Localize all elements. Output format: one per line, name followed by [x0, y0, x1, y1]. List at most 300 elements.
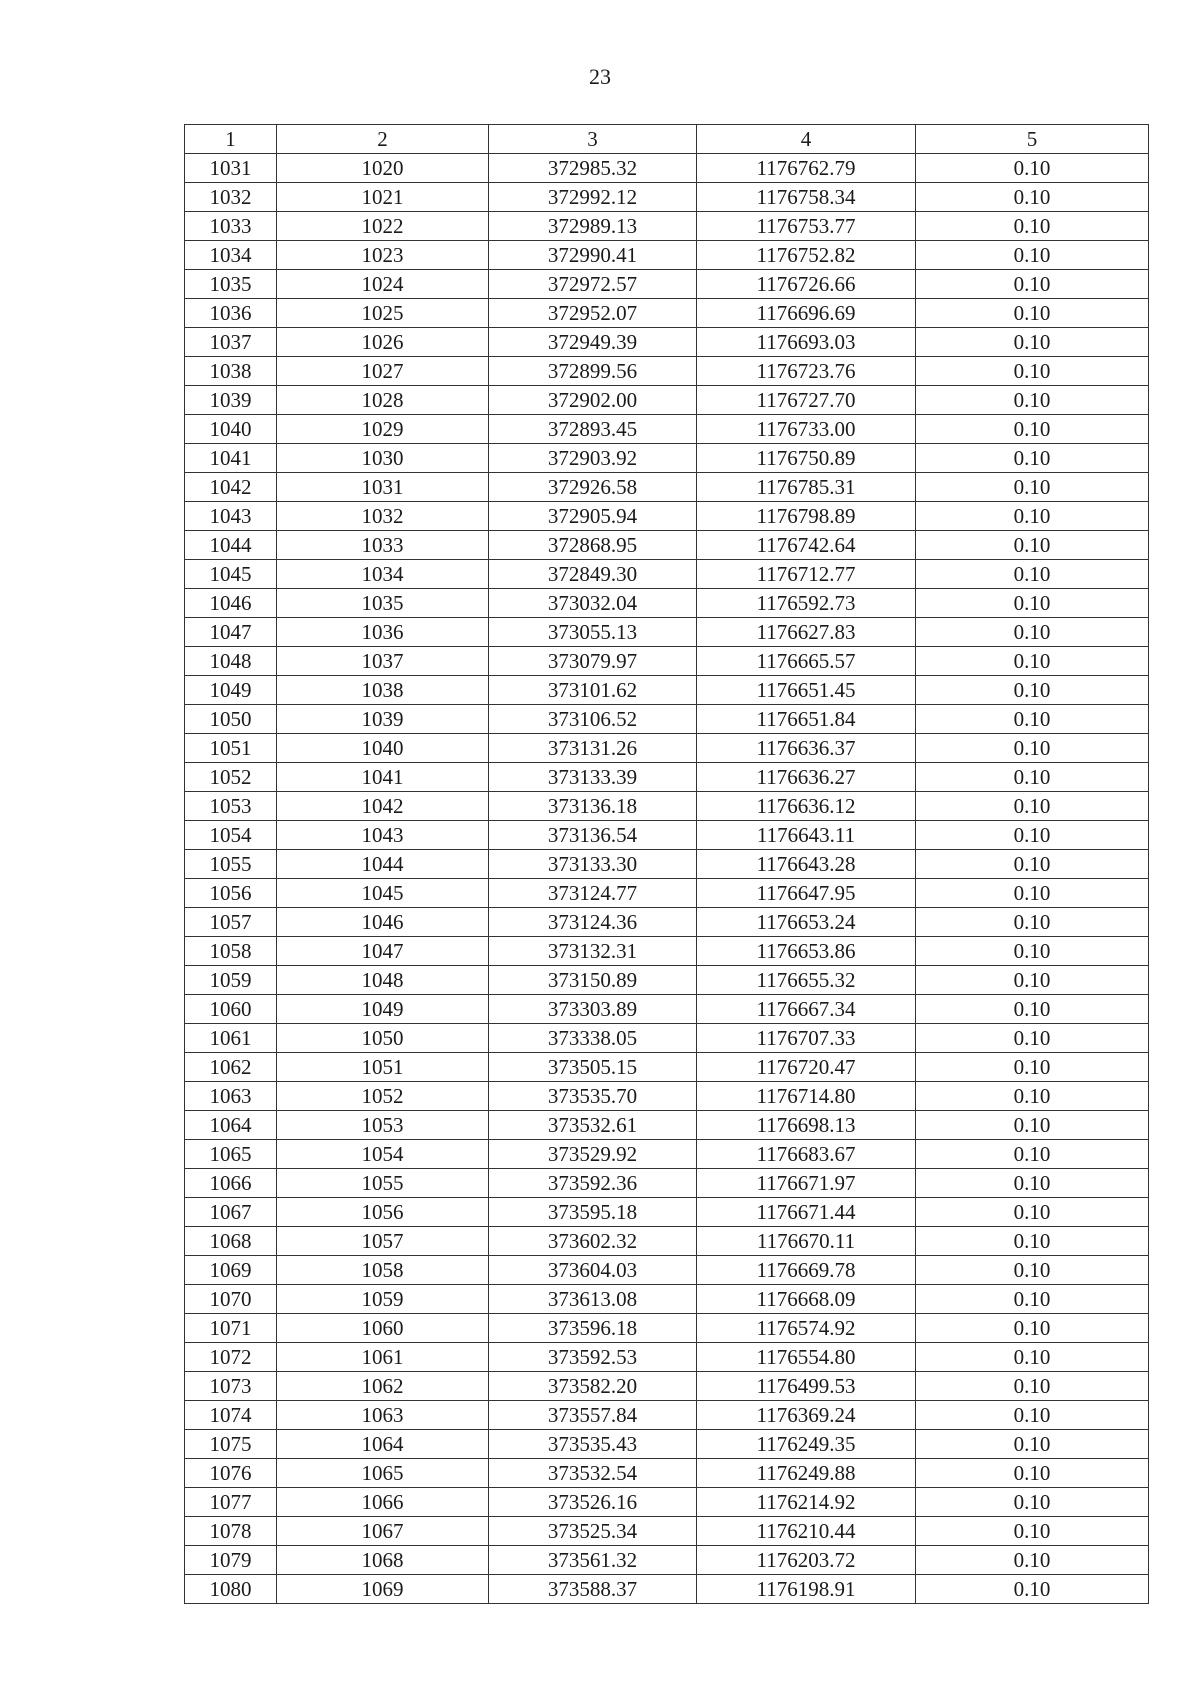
table-cell: 0.10 [916, 966, 1149, 995]
table-cell: 372849.30 [489, 560, 697, 589]
table-cell: 373133.30 [489, 850, 697, 879]
table-cell: 373595.18 [489, 1198, 697, 1227]
table-cell: 373592.36 [489, 1169, 697, 1198]
table-cell: 1176726.66 [697, 270, 916, 299]
table-row [185, 792, 1149, 821]
table-cell: 1176653.86 [697, 937, 916, 966]
table-cell: 1176574.92 [697, 1314, 916, 1343]
table-cell: 1176683.67 [697, 1140, 916, 1169]
table-cell: 1176668.09 [697, 1285, 916, 1314]
table-cell: 0.10 [916, 1024, 1149, 1053]
table-cell: 1033 [277, 531, 489, 560]
table-cell: 1027 [277, 357, 489, 386]
table-row [185, 560, 1149, 589]
table-cell: 373032.04 [489, 589, 697, 618]
table-cell: 1071 [185, 1314, 277, 1343]
table-cell: 1176203.72 [697, 1546, 916, 1575]
table-cell: 1056 [277, 1198, 489, 1227]
table-cell: 0.10 [916, 241, 1149, 270]
table-row [185, 763, 1149, 792]
table-cell: 1176653.24 [697, 908, 916, 937]
table-cell: 1176249.88 [697, 1459, 916, 1488]
table-cell: 1176762.79 [697, 154, 916, 183]
table-cell: 1176753.77 [697, 212, 916, 241]
table-cell: 0.10 [916, 1430, 1149, 1459]
table-cell: 0.10 [916, 154, 1149, 183]
table-row [185, 1314, 1149, 1343]
table-cell: 373136.18 [489, 792, 697, 821]
table-cell: 0.10 [916, 1140, 1149, 1169]
table-cell: 1067 [277, 1517, 489, 1546]
table-cell: 373604.03 [489, 1256, 697, 1285]
table-cell: 372905.94 [489, 502, 697, 531]
table-cell: 373101.62 [489, 676, 697, 705]
table-cell: 0.10 [916, 531, 1149, 560]
table-row [185, 850, 1149, 879]
table-cell: 0.10 [916, 937, 1149, 966]
table-row [185, 705, 1149, 734]
table-cell: 373613.08 [489, 1285, 697, 1314]
table-row [185, 1227, 1149, 1256]
table-cell: 373557.84 [489, 1401, 697, 1430]
table-cell: 373133.39 [489, 763, 697, 792]
table-row [185, 1401, 1149, 1430]
table-row [185, 821, 1149, 850]
table-row [185, 473, 1149, 502]
table-cell: 1059 [277, 1285, 489, 1314]
table-cell: 372899.56 [489, 357, 697, 386]
table-cell: 1040 [277, 734, 489, 763]
table-cell: 1176742.64 [697, 531, 916, 560]
table-cell: 372990.41 [489, 241, 697, 270]
table-cell: 1176727.70 [697, 386, 916, 415]
table-cell: 372893.45 [489, 415, 697, 444]
table-row [185, 937, 1149, 966]
table-row [185, 1546, 1149, 1575]
table-row [185, 879, 1149, 908]
table-cell: 1055 [277, 1169, 489, 1198]
table-cell: 1048 [185, 647, 277, 676]
table-row [185, 1343, 1149, 1372]
column-header-1: 1 [185, 125, 277, 154]
table-cell: 0.10 [916, 560, 1149, 589]
table-cell: 0.10 [916, 1053, 1149, 1082]
table-cell: 373535.70 [489, 1082, 697, 1111]
table-cell: 0.10 [916, 618, 1149, 647]
table-row [185, 357, 1149, 386]
table-cell: 373532.61 [489, 1111, 697, 1140]
table-cell: 1049 [185, 676, 277, 705]
table-cell: 0.10 [916, 705, 1149, 734]
table-cell: 1176647.95 [697, 879, 916, 908]
table-row [185, 1169, 1149, 1198]
table-cell: 1047 [277, 937, 489, 966]
table-cell: 1047 [185, 618, 277, 647]
table-row [185, 908, 1149, 937]
table-cell: 373529.92 [489, 1140, 697, 1169]
table-cell: 1176707.33 [697, 1024, 916, 1053]
table-cell: 1062 [277, 1372, 489, 1401]
column-header-4: 4 [697, 125, 916, 154]
table-cell: 1176214.92 [697, 1488, 916, 1517]
table-cell: 1176723.76 [697, 357, 916, 386]
table-cell: 0.10 [916, 1488, 1149, 1517]
table-cell: 1176643.11 [697, 821, 916, 850]
table-cell: 0.10 [916, 1401, 1149, 1430]
table-cell: 1041 [277, 763, 489, 792]
table-cell: 1068 [277, 1546, 489, 1575]
table-cell: 1020 [277, 154, 489, 183]
table-cell: 1060 [185, 995, 277, 1024]
table-cell: 1034 [277, 560, 489, 589]
table-cell: 1176752.82 [697, 241, 916, 270]
table-cell: 1077 [185, 1488, 277, 1517]
table-cell: 1176758.34 [697, 183, 916, 212]
table-cell: 1064 [185, 1111, 277, 1140]
table-cell: 1176651.84 [697, 705, 916, 734]
table-cell: 1176643.28 [697, 850, 916, 879]
table-row [185, 966, 1149, 995]
table-row [185, 1198, 1149, 1227]
table-cell: 0.10 [916, 995, 1149, 1024]
table-cell: 1176499.53 [697, 1372, 916, 1401]
table-cell: 373124.77 [489, 879, 697, 908]
table-cell: 372972.57 [489, 270, 697, 299]
table-cell: 1076 [185, 1459, 277, 1488]
table-cell: 0.10 [916, 386, 1149, 415]
table-row [185, 1140, 1149, 1169]
table-cell: 1176369.24 [697, 1401, 916, 1430]
page-number: 23 [589, 64, 611, 89]
table-cell: 1176669.78 [697, 1256, 916, 1285]
table-cell: 1073 [185, 1372, 277, 1401]
table-cell: 0.10 [916, 1314, 1149, 1343]
coordinates-table [184, 124, 1149, 1604]
table-cell: 372903.92 [489, 444, 697, 473]
table-cell: 1031 [185, 154, 277, 183]
table-cell: 0.10 [916, 1198, 1149, 1227]
table-row [185, 995, 1149, 1024]
table-row [185, 183, 1149, 212]
table-cell: 1057 [277, 1227, 489, 1256]
table-cell: 1176592.73 [697, 589, 916, 618]
table-cell: 0.10 [916, 357, 1149, 386]
table-row [185, 647, 1149, 676]
table-cell: 1072 [185, 1343, 277, 1372]
column-header-2: 2 [277, 125, 489, 154]
table-cell: 1063 [185, 1082, 277, 1111]
table-cell: 1176696.69 [697, 299, 916, 328]
table-row [185, 328, 1149, 357]
table-cell: 0.10 [916, 908, 1149, 937]
table-cell: 1061 [185, 1024, 277, 1053]
table-row [185, 1575, 1149, 1604]
table-cell: 1024 [277, 270, 489, 299]
table-cell: 1176714.80 [697, 1082, 916, 1111]
table-cell: 372926.58 [489, 473, 697, 502]
table-cell: 1066 [277, 1488, 489, 1517]
table-cell: 1070 [185, 1285, 277, 1314]
table-row [185, 734, 1149, 763]
table-cell: 372989.13 [489, 212, 697, 241]
table-cell: 1045 [185, 560, 277, 589]
table-cell: 1063 [277, 1401, 489, 1430]
table-cell: 0.10 [916, 1082, 1149, 1111]
table-row [185, 676, 1149, 705]
table-body [185, 154, 1149, 1604]
table-row [185, 212, 1149, 241]
table-cell: 1049 [277, 995, 489, 1024]
table-cell: 1022 [277, 212, 489, 241]
table-cell: 1067 [185, 1198, 277, 1227]
table-cell: 373505.15 [489, 1053, 697, 1082]
table-cell: 0.10 [916, 473, 1149, 502]
table-cell: 1058 [277, 1256, 489, 1285]
table-cell: 0.10 [916, 183, 1149, 212]
table-cell: 0.10 [916, 821, 1149, 850]
table-cell: 1026 [277, 328, 489, 357]
table-cell: 1038 [277, 676, 489, 705]
table-cell: 1074 [185, 1401, 277, 1430]
table-cell: 1036 [185, 299, 277, 328]
table-row [185, 502, 1149, 531]
table-cell: 1051 [185, 734, 277, 763]
table-cell: 0.10 [916, 763, 1149, 792]
table-cell: 1057 [185, 908, 277, 937]
table-cell: 1035 [185, 270, 277, 299]
table-cell: 1176693.03 [697, 328, 916, 357]
table-cell: 1176720.47 [697, 1053, 916, 1082]
table-cell: 1066 [185, 1169, 277, 1198]
table-row [185, 1285, 1149, 1314]
table-cell: 373525.34 [489, 1517, 697, 1546]
table-cell: 1050 [185, 705, 277, 734]
table-cell: 1042 [277, 792, 489, 821]
table-cell: 1069 [185, 1256, 277, 1285]
table-row [185, 1053, 1149, 1082]
table-cell: 0.10 [916, 212, 1149, 241]
table-cell: 1045 [277, 879, 489, 908]
table-cell: 1176733.00 [697, 415, 916, 444]
table-cell: 0.10 [916, 676, 1149, 705]
table-cell: 373582.20 [489, 1372, 697, 1401]
table-cell: 0.10 [916, 270, 1149, 299]
table-row [185, 1024, 1149, 1053]
table-row [185, 1459, 1149, 1488]
table-cell: 1051 [277, 1053, 489, 1082]
table-cell: 372985.32 [489, 154, 697, 183]
table-cell: 1079 [185, 1546, 277, 1575]
table-cell: 1036 [277, 618, 489, 647]
table-row [185, 386, 1149, 415]
table-cell: 1033 [185, 212, 277, 241]
table-row [185, 299, 1149, 328]
table-cell: 1039 [277, 705, 489, 734]
table-row [185, 589, 1149, 618]
table-row [185, 444, 1149, 473]
table-row [185, 415, 1149, 444]
table-cell: 373602.32 [489, 1227, 697, 1256]
table-row [185, 154, 1149, 183]
table-cell: 1176249.35 [697, 1430, 916, 1459]
table-cell: 373588.37 [489, 1575, 697, 1604]
table-cell: 1028 [277, 386, 489, 415]
table-cell: 0.10 [916, 1285, 1149, 1314]
table-cell: 1176627.83 [697, 618, 916, 647]
table-cell: 0.10 [916, 1459, 1149, 1488]
table-cell: 1044 [185, 531, 277, 560]
table-cell: 1176210.44 [697, 1517, 916, 1546]
table-cell: 1075 [185, 1430, 277, 1459]
table-cell: 373106.52 [489, 705, 697, 734]
table-cell: 1060 [277, 1314, 489, 1343]
table-cell: 1069 [277, 1575, 489, 1604]
table-cell: 1044 [277, 850, 489, 879]
table-cell: 1176712.77 [697, 560, 916, 589]
table-cell: 0.10 [916, 444, 1149, 473]
table-cell: 1176636.27 [697, 763, 916, 792]
table-cell: 1021 [277, 183, 489, 212]
table-cell: 373079.97 [489, 647, 697, 676]
table-row [185, 1082, 1149, 1111]
table-cell: 1043 [185, 502, 277, 531]
table-cell: 373136.54 [489, 821, 697, 850]
table-cell: 1176651.45 [697, 676, 916, 705]
table-header-row [185, 125, 1149, 154]
table-cell: 373592.53 [489, 1343, 697, 1372]
table-cell: 0.10 [916, 1256, 1149, 1285]
table-cell: 1050 [277, 1024, 489, 1053]
table-cell: 372992.12 [489, 183, 697, 212]
table-cell: 0.10 [916, 1227, 1149, 1256]
table-cell: 0.10 [916, 1111, 1149, 1140]
table-row [185, 1517, 1149, 1546]
table-cell: 1034 [185, 241, 277, 270]
table-cell: 1055 [185, 850, 277, 879]
table-cell: 1058 [185, 937, 277, 966]
table-cell: 0.10 [916, 850, 1149, 879]
table-cell: 1068 [185, 1227, 277, 1256]
table-cell: 373124.36 [489, 908, 697, 937]
table-cell: 1039 [185, 386, 277, 415]
table-cell: 1029 [277, 415, 489, 444]
table-cell: 1038 [185, 357, 277, 386]
table-cell: 1043 [277, 821, 489, 850]
column-header-3: 3 [489, 125, 697, 154]
table-row [185, 1256, 1149, 1285]
table-cell: 1176671.44 [697, 1198, 916, 1227]
table-cell: 1078 [185, 1517, 277, 1546]
table-row [185, 618, 1149, 647]
table-cell: 1080 [185, 1575, 277, 1604]
column-header-5: 5 [916, 125, 1149, 154]
table-cell: 1176636.37 [697, 734, 916, 763]
table-cell: 372868.95 [489, 531, 697, 560]
table-cell: 1176665.57 [697, 647, 916, 676]
table-cell: 1053 [277, 1111, 489, 1140]
table-cell: 0.10 [916, 1517, 1149, 1546]
table-cell: 1061 [277, 1343, 489, 1372]
table-cell: 1176750.89 [697, 444, 916, 473]
table-cell: 1064 [277, 1430, 489, 1459]
table-cell: 1176698.13 [697, 1111, 916, 1140]
table-cell: 1176671.97 [697, 1169, 916, 1198]
table-cell: 1062 [185, 1053, 277, 1082]
table-cell: 1032 [277, 502, 489, 531]
table-cell: 0.10 [916, 879, 1149, 908]
table-cell: 1176198.91 [697, 1575, 916, 1604]
table-cell: 373131.26 [489, 734, 697, 763]
table-cell: 1052 [277, 1082, 489, 1111]
table-cell: 373303.89 [489, 995, 697, 1024]
table-row [185, 241, 1149, 270]
table-row [185, 1372, 1149, 1401]
table-row [185, 1111, 1149, 1140]
table-cell: 0.10 [916, 1343, 1149, 1372]
table-cell: 1176636.12 [697, 792, 916, 821]
table-cell: 0.10 [916, 1372, 1149, 1401]
table-cell: 0.10 [916, 1169, 1149, 1198]
table-cell: 1176655.32 [697, 966, 916, 995]
table-cell: 1176667.34 [697, 995, 916, 1024]
table-row [185, 270, 1149, 299]
table-cell: 1065 [185, 1140, 277, 1169]
table-cell: 0.10 [916, 299, 1149, 328]
table-cell: 1046 [277, 908, 489, 937]
table-cell: 373150.89 [489, 966, 697, 995]
table-cell: 373526.16 [489, 1488, 697, 1517]
table-cell: 1031 [277, 473, 489, 502]
table-cell: 0.10 [916, 502, 1149, 531]
table-cell: 1037 [277, 647, 489, 676]
table-cell: 1037 [185, 328, 277, 357]
table-cell: 1030 [277, 444, 489, 473]
table-cell: 1054 [277, 1140, 489, 1169]
table-row [185, 1488, 1149, 1517]
table-cell: 373338.05 [489, 1024, 697, 1053]
table-cell: 372902.00 [489, 386, 697, 415]
table-cell: 373055.13 [489, 618, 697, 647]
table-cell: 0.10 [916, 328, 1149, 357]
table-cell: 373561.32 [489, 1546, 697, 1575]
table-cell: 1052 [185, 763, 277, 792]
table-cell: 0.10 [916, 1575, 1149, 1604]
table-cell: 373596.18 [489, 1314, 697, 1343]
table-cell: 1053 [185, 792, 277, 821]
table-cell: 1054 [185, 821, 277, 850]
table-cell: 0.10 [916, 734, 1149, 763]
table-row [185, 1430, 1149, 1459]
table-cell: 1176670.11 [697, 1227, 916, 1256]
table-cell: 1023 [277, 241, 489, 270]
table-cell: 372952.07 [489, 299, 697, 328]
table-cell: 1040 [185, 415, 277, 444]
table-cell: 373532.54 [489, 1459, 697, 1488]
table-cell: 0.10 [916, 589, 1149, 618]
table-cell: 0.10 [916, 792, 1149, 821]
table-cell: 1056 [185, 879, 277, 908]
table-cell: 1025 [277, 299, 489, 328]
table-cell: 1041 [185, 444, 277, 473]
table-cell: 1176785.31 [697, 473, 916, 502]
table-cell: 1042 [185, 473, 277, 502]
table-cell: 1176798.89 [697, 502, 916, 531]
table-cell: 373535.43 [489, 1430, 697, 1459]
table-row [185, 531, 1149, 560]
table-cell: 1059 [185, 966, 277, 995]
table-cell: 373132.31 [489, 937, 697, 966]
table-cell: 1035 [277, 589, 489, 618]
